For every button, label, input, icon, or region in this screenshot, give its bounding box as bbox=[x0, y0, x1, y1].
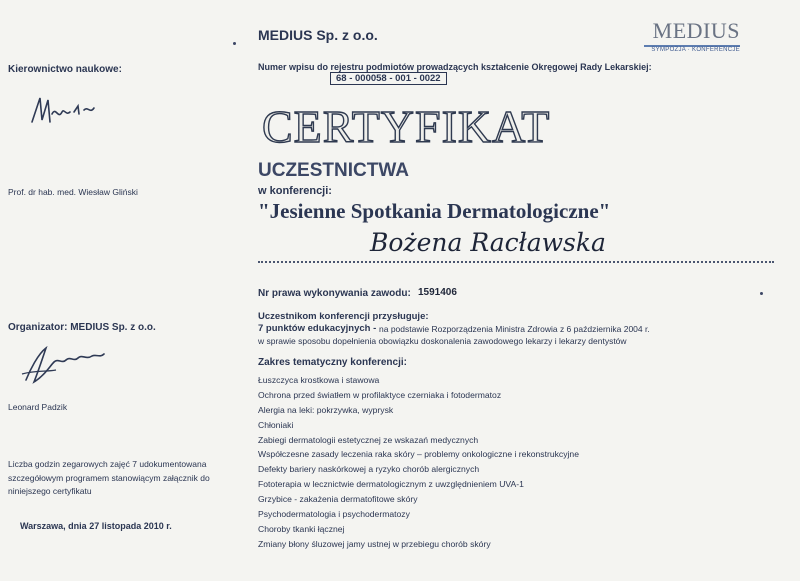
hours-note: Liczba godzin zegarowych zajęć 7 udokumentowana szczegółowym programem stanowiącym załącznik do niniejszego certyfikatu bbox=[8, 459, 210, 496]
participant-name: Bożena Racławska bbox=[370, 228, 606, 257]
conference-name: "Jesienne Spotkania Dermatologiczne" bbox=[258, 199, 611, 223]
name-dotted-line bbox=[258, 261, 774, 263]
organizer-representative: Leonard Padzik bbox=[8, 402, 68, 412]
registry-label: Numer wpisu do rejestru podmiotów prowadzących kształcenie Okręgowej Rady Lekarskiej: bbox=[258, 62, 652, 72]
certificate-subtitle: UCZESTNICTWA bbox=[258, 160, 409, 181]
points-basis: na podstawie Rozporządzenia Ministra Zdrowia z 6 października 2004 r. bbox=[379, 324, 650, 334]
points-heading: Uczestnikom konferencji przysługuje: bbox=[258, 311, 429, 322]
supervision-label: Kierownictwo naukowe: bbox=[8, 64, 122, 75]
topic-item: Ochrona przed światłem w profilaktyce czerniaka i fotodermatoz bbox=[258, 389, 502, 400]
points-value: 7 punktów edukacyjnych - bbox=[258, 323, 377, 334]
organizer-label: Organizator: MEDIUS Sp. z o.o. bbox=[8, 322, 156, 333]
topic-item: Chłoniaki bbox=[258, 419, 294, 430]
organizer-signature bbox=[16, 340, 116, 390]
topic-item: Łuszczyca krostkowa i stawowa bbox=[258, 375, 380, 385]
license-label: Nr prawa wykonywania zawodu: bbox=[258, 288, 411, 299]
topic-item: Alergia na leki: pokrzywka, wyprysk bbox=[258, 404, 394, 415]
topic-item: Choroby tkanki łącznej bbox=[258, 523, 345, 534]
certificate-title: CERTYFIKAT bbox=[262, 101, 551, 152]
topics-list bbox=[258, 373, 579, 552]
place-date: Warszawa, dnia 27 listopada 2010 r. bbox=[20, 521, 172, 531]
topics-heading: Zakres tematyczny konferencji: bbox=[258, 357, 407, 368]
topic-item: Psychodermatologia i psychodermatozy bbox=[258, 509, 410, 520]
topic-item: Grzybice - zakażenia dermatofitowe skóry bbox=[258, 494, 418, 505]
topic-item: Zmiany błony śluzowej jamy ustnej w przebiegu chorób skóry bbox=[258, 538, 491, 549]
logo-subtitle: SYMPOZJA · KONFERENCJE bbox=[651, 47, 740, 53]
scan-mark bbox=[233, 42, 236, 45]
topic-item: Fototerapia w lecznictwie dermatologicznym z uwzględnieniem UVA-1 bbox=[258, 479, 524, 490]
topic-item: Współczesne zasady leczenia raka skóry – problemy onkologiczne i rekonstrukcyjne bbox=[258, 449, 579, 460]
supervisor-name: Prof. dr hab. med. Wiesław Gliński bbox=[8, 187, 138, 197]
points-purpose: w sprawie sposobu dopełnienia obowiązku doskonalenia zawodowego lekarzy i lekarzy dentystów bbox=[258, 336, 627, 346]
company-header: MEDIUS Sp. z o.o. bbox=[258, 27, 378, 43]
topic-item: Zabiegi dermatologii estetycznej ze wskazań medycznych bbox=[258, 434, 479, 445]
logo-wordmark: MEDIUS bbox=[652, 18, 740, 43]
conference-label: w konferencji: bbox=[258, 185, 332, 197]
topic-item: Defekty bariery naskórkowej a ryzyko chorób alergicznych bbox=[258, 464, 480, 475]
scan-mark bbox=[760, 292, 763, 295]
medius-logo bbox=[644, 18, 740, 53]
supervisor-signature bbox=[26, 92, 106, 137]
license-number: 1591406 bbox=[418, 287, 457, 298]
registry-number: 68 - 000058 - 001 - 0022 bbox=[330, 72, 447, 85]
